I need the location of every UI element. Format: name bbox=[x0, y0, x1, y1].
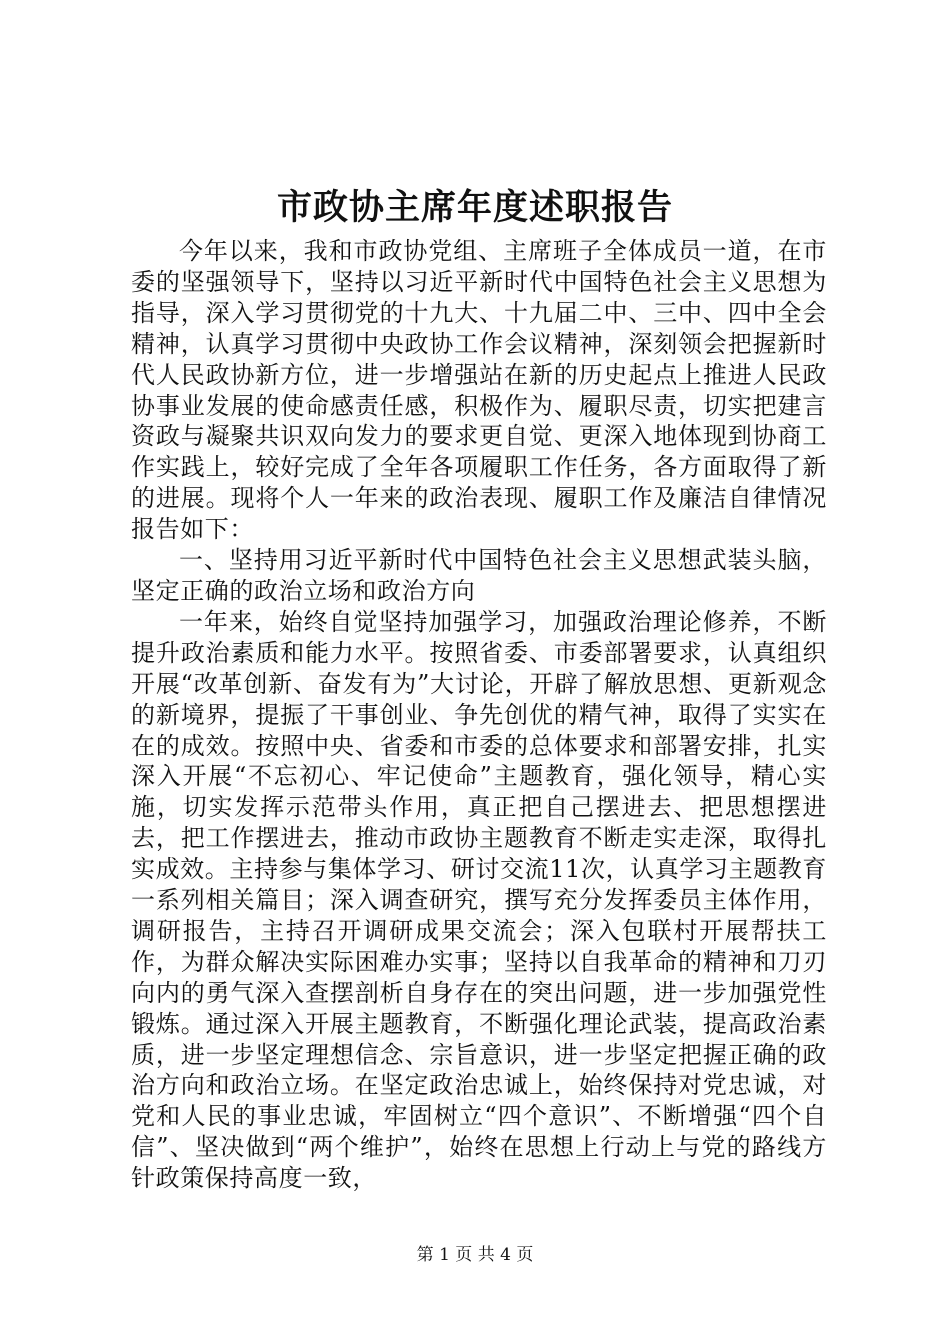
document-body bbox=[131, 236, 827, 1194]
document-title: 市政协主席年度述职报告 bbox=[276, 187, 673, 228]
section-heading-1: 一、坚持用习近平新时代中国特色社会主义思想武装头脑，坚定正确的政治立场和政治方向 bbox=[131, 546, 827, 605]
page-footer: 第 1 页 共 4 页 bbox=[416, 1245, 534, 1265]
paragraph-section-1: 一年来，始终自觉坚持加强学习，加强政治理论修养，不断提升政治素质和能力水平。按照省委、市委部署要求，认真组织开展“改革创新、奋发有为”大讨论，开辟了解放思想、更新观念的新境界，提振了干事创业、争先创优的精气神，取得了实实在在的成效。按照中央、省委和市委的总体要求和部署安排，扎实深入开展“不忘初心、牢记使命”主题教育，强化领导，精心实施，切实发挥示范带头作用，真正把自己摆进去、把思想摆进去，把工作摆进去，推动市政协主题教育不断走实走深，取得扎实成效。主持参与集体学习、研讨交流11次，认真学习主题教育一系列相关篇目；深入调查研究，撰写充分发挥委员主体作用，调研报告，主持召开调研成果交流会；深入包联村开展帮扶工作，为群众解决实际困难办实事；坚持以自我革命的精神和刀刃向内的勇气深入查摆剖析自身存在的突出问题，进一步加强党性锻炼。通过深入开展主题教育，不断强化理论武装，提高政治素质，进一步坚定理想信念、宗旨意识，进一步坚定把握正确的政治方向和政治立场。在坚定政治忠诚上，始终保持对党忠诚，对党和人民的事业忠诚，牢固树立“四个意识”、不断增强“四个自信”、坚决做到“两个维护”，始终在思想上行动上与党的路线方针政策保持高度一致， bbox=[131, 607, 827, 1193]
paragraph-intro: 今年以来，我和市政协党组、主席班子全体成员一道，在市委的坚强领导下，坚持以习近平新时代中国特色社会主义思想为指导，深入学习贯彻党的十九大、十九届二中、三中、四中全会精神，认真学习贯彻中央政协工作会议精神，深刻领会把握新时代人民政协新方位，进一步增强站在新的历史起点上推进人民政协事业发展的使命感责任感，积极作为、履职尽责，切实把建言资政与凝聚共识双向发力的要求更自觉、更深入地体现到协商工作实践上，较好完成了全年各项履职工作任务，各方面取得了新的进展。现将个人一年来的政治表现、履职工作及廉洁自律情况报告如下： bbox=[131, 237, 827, 544]
